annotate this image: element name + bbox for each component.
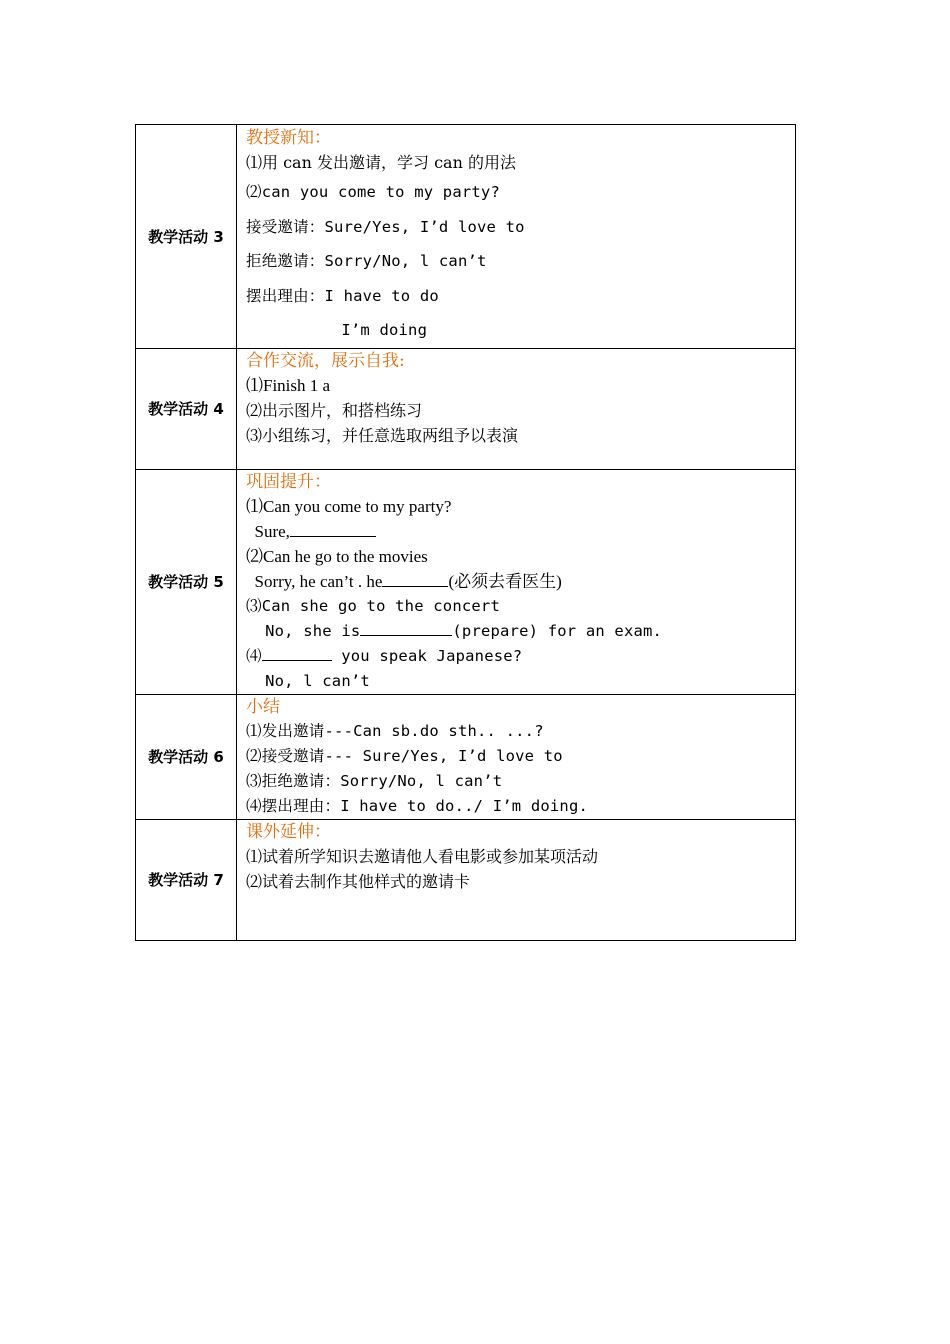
answer-prefix: Sure, [246,521,290,541]
content-line: 拒绝邀请：Sorry/No, l can’t [246,252,487,270]
content-line: ⑵接受邀请--- Sure/Yes, I’d love to [246,746,563,765]
content-line: ⑴用 can 发出邀请，学习 can 的用法 [246,153,516,172]
exercise-answer [246,619,795,644]
answer-hint: (必须去看医生) [448,571,562,591]
lesson-activities-table [135,124,796,941]
activity-row-7 [136,819,796,940]
answer-hint: (prepare) for an exam. [452,621,663,640]
section-heading: 合作交流，展示自我: [246,350,405,371]
activity-label: 教学活动 7 [136,819,237,940]
section-heading: 课外延伸： [246,821,331,842]
question-number: ⑷ [246,646,262,665]
exercise-question: ⑵Can he go to the movies [246,546,428,566]
fill-in-blank [360,619,452,636]
activity-content [237,348,796,469]
section-heading: 教授新知： [246,128,331,148]
question-text: you speak Japanese? [331,646,523,665]
activity-label: 教学活动 5 [136,469,237,694]
exercise-question [246,644,795,669]
content-line: ⑷摆出理由：I have to do../ I’m doing. [246,796,589,815]
content-line: 摆出理由：I have to do [246,286,439,305]
activity-row-6 [136,694,796,819]
fill-in-blank [290,520,376,537]
activity-label: 教学活动 3 [136,125,237,349]
section-heading: 小结 [246,696,280,717]
content-line: ⑴试着所学知识去邀请他人看电影或参加某项活动 [246,846,599,866]
answer-prefix: Sorry, he can’t . he [246,571,383,591]
content-line: ⑵can you come to my party? [246,183,500,201]
content-line: ⑵出示图片，和搭档练习 [246,400,423,420]
fill-in-blank [382,570,448,587]
activity-row-4 [136,348,796,469]
content-line: 接受邀请：Sure/Yes, I’d love to [246,217,525,236]
activity-label: 教学活动 6 [136,694,237,819]
section-heading: 巩固提升： [246,471,331,492]
activity-content [237,819,796,940]
activity-content [237,694,796,819]
content-line: ⑶拒绝邀请：Sorry/No, l can’t [246,771,503,790]
content-line: ⑶小组练习，并任意选取两组予以表演 [246,425,519,445]
fill-in-blank [262,644,332,661]
activity-row-5 [136,469,796,694]
exercise-question: ⑴Can you come to my party? [246,496,452,516]
exercise-answer [246,569,795,594]
exercise-answer: No, l can’t [246,671,370,690]
activity-label: 教学活动 4 [136,348,237,469]
content-line: ⑴Finish 1 a [246,375,331,395]
answer-prefix: No, she is [246,621,361,640]
exercise-question: ⑶Can she go to the concert [246,596,500,615]
content-line: I’m doing [246,321,428,339]
activity-row-3 [136,125,796,349]
activity-content [237,125,796,349]
content-line: ⑴发出邀请---Can sb.do sth.. ...? [246,721,544,740]
exercise-answer [246,519,795,544]
activity-content [237,469,796,694]
content-line: ⑵试着去制作其他样式的邀请卡 [246,871,471,891]
